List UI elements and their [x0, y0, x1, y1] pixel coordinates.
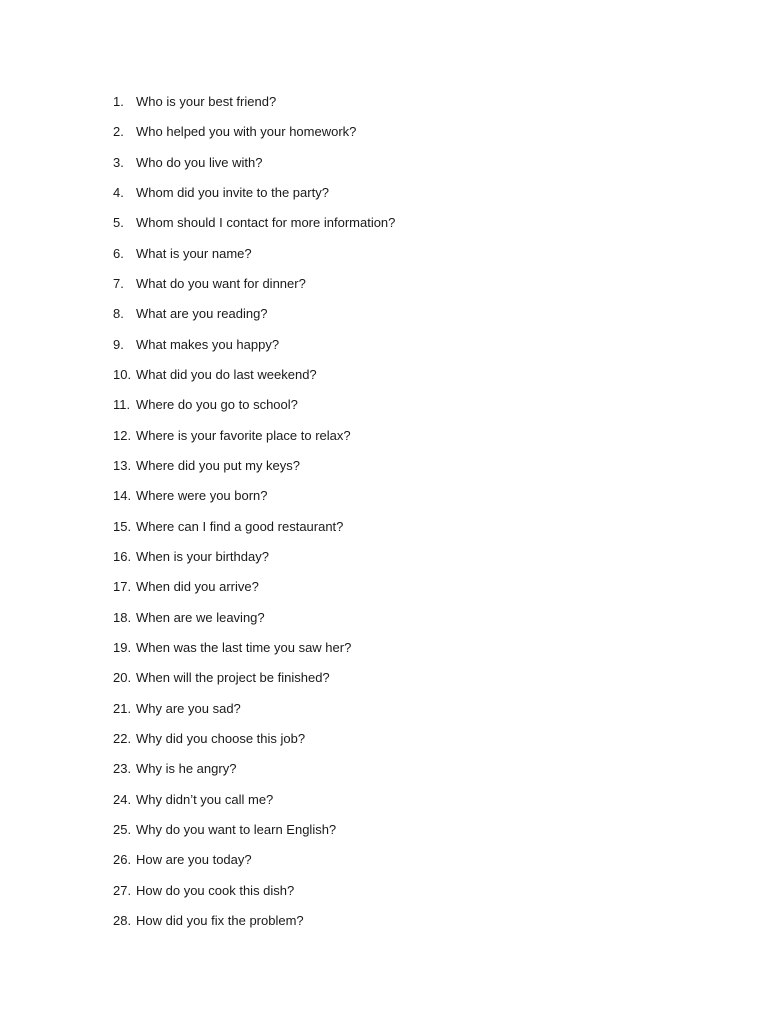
question-text: What is your name? [136, 245, 252, 261]
question-text: When was the last time you saw her? [136, 639, 352, 655]
question-number: 23. [113, 761, 132, 777]
question-number: 11. [113, 397, 131, 413]
question-text: Whom should I contact for more information? [136, 215, 396, 231]
question-number: 19. [113, 639, 132, 655]
question-number: 17. [113, 579, 132, 595]
question-number: 13. [113, 457, 132, 473]
question-text: What makes you happy? [136, 336, 280, 352]
question-text: Why is he angry? [136, 761, 237, 777]
question-text: Why do you want to learn English? [136, 821, 337, 837]
question-number: 7. [113, 275, 124, 291]
question-text: When will the project be finished? [136, 670, 330, 686]
question-number: 6. [113, 245, 124, 261]
question-text: How did you fix the problem? [136, 912, 304, 928]
question-number: 27. [113, 882, 132, 898]
question-text: Where were you born? [136, 488, 268, 504]
question-text: Who is your best friend? [136, 94, 277, 109]
question-text: Where can I find a good restaurant? [136, 518, 344, 534]
question-number: 2. [113, 124, 124, 140]
question-number: 16. [113, 548, 132, 564]
question-text: Where did you put my keys? [136, 457, 301, 473]
question-text: How do you cook this dish? [136, 882, 295, 898]
question-number: 28. [113, 912, 132, 928]
question-number: 25. [113, 821, 132, 837]
question-number: 3. [113, 154, 124, 170]
question-number: 20. [113, 670, 132, 686]
question-text: What do you want for dinner? [136, 275, 306, 291]
question-text: Who do you live with? [136, 154, 263, 170]
question-text: What did you do last weekend? [136, 366, 317, 382]
question-text: Where is your favorite place to relax? [136, 427, 351, 443]
question-text: What are you reading? [136, 306, 268, 322]
question-text: Why did you choose this job? [136, 730, 306, 746]
question-text: When did you arrive? [136, 579, 259, 595]
question-text: Whom did you invite to the party? [136, 184, 329, 200]
question-number: 4. [113, 184, 124, 200]
question-text: How are you today? [136, 852, 252, 868]
question-number: 26. [113, 852, 132, 868]
question-text: Why are you sad? [136, 700, 241, 716]
question-number: 14. [113, 488, 132, 504]
question-number: 12. [113, 427, 132, 443]
question-text: When is your birthday? [136, 548, 269, 564]
question-text: Why didn’t you call me? [136, 791, 274, 807]
question-text: When are we leaving? [136, 609, 265, 625]
question-number: 9. [113, 336, 124, 352]
question-number: 21. [113, 700, 132, 716]
question-number: 18. [113, 609, 132, 625]
question-number: 1. [113, 94, 124, 109]
question-text: Where do you go to school? [136, 397, 298, 413]
question-number: 15. [113, 518, 132, 534]
question-number: 24. [113, 791, 132, 807]
question-number: 5. [113, 215, 124, 231]
question-number: 22. [113, 730, 132, 746]
question-number: 10. [113, 366, 132, 382]
question-text: Who helped you with your homework? [136, 124, 357, 140]
question-number: 8. [113, 306, 124, 322]
